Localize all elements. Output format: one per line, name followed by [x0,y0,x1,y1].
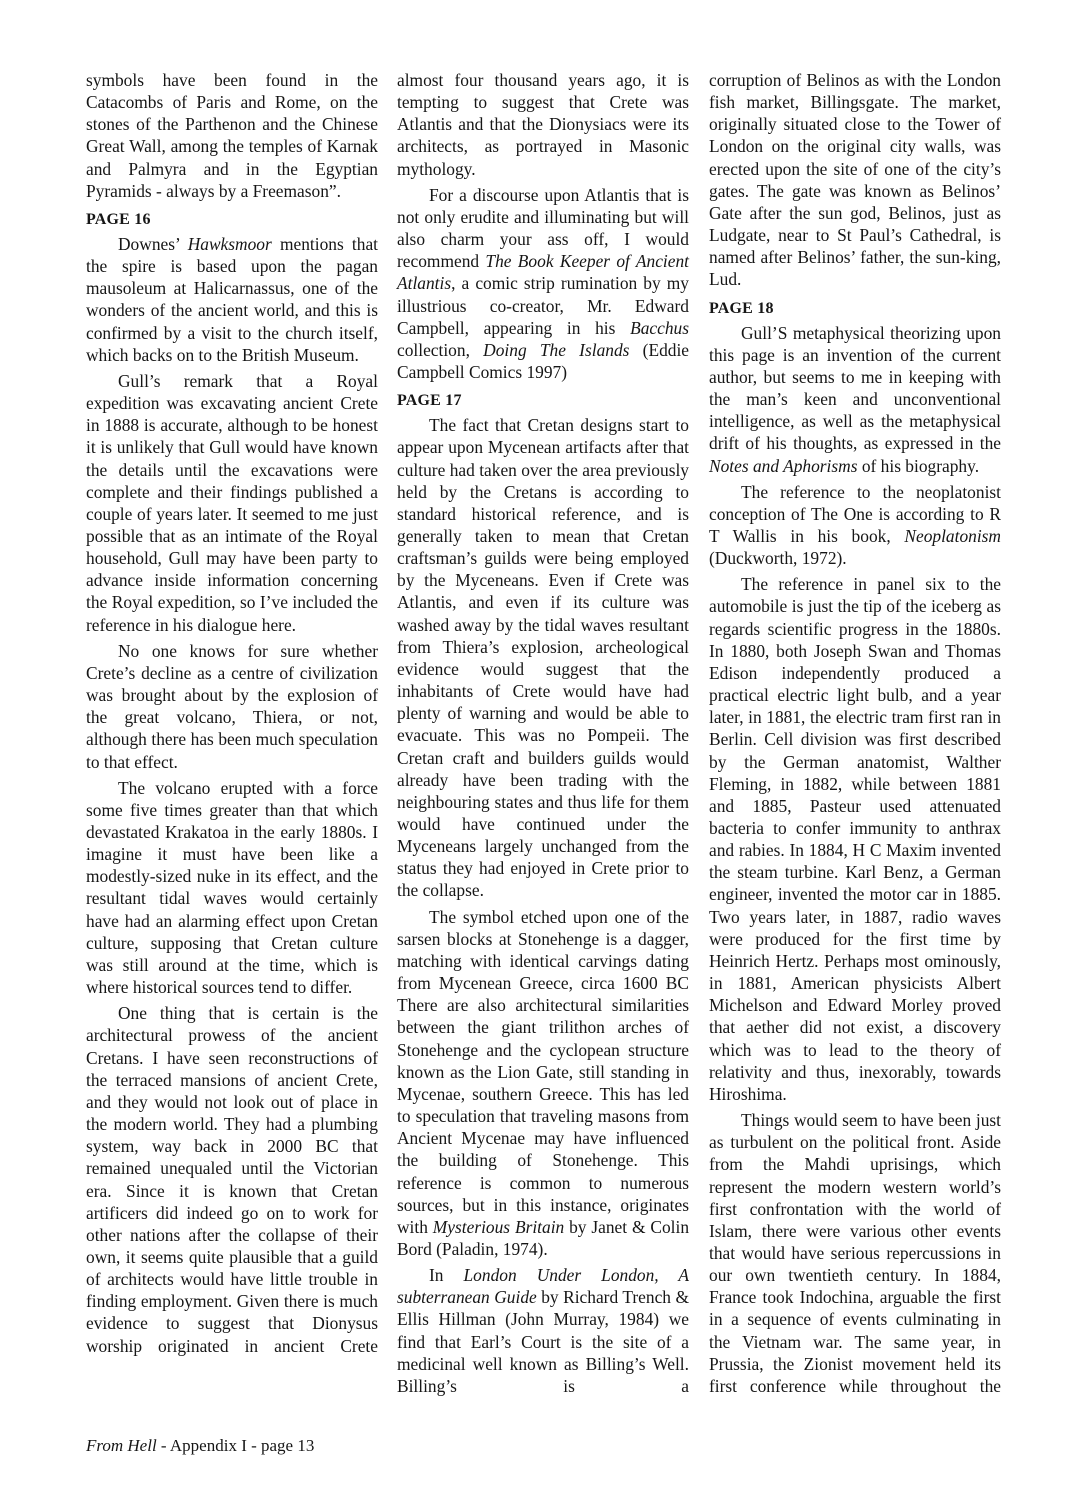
section-heading-page-18: PAGE 18 [709,299,774,317]
text-run: (Duckworth, 1972). [709,548,847,569]
paragraph [397,1264,689,1397]
book-title: Notes and Aphorisms [709,455,858,476]
paragraph: almost four thousand years ago, it is tempting to suggest that Crete was Atlantis and that the Dionysiacs were its architects, as portrayed in Masonic mythology. [397,70,689,179]
paragraph: No one knows for sure whether Crete’s decline as a centre of civilization was brought about by the explosion of the great volcano, Thiera, or not, although there has been much speculation to that effect. [86,640,378,772]
paragraph: Things would seem to have been just as turbulent on the political front. Aside from the Mahdi uprisings, which represent the modern western world’s first confrontation with the world of Islam, there were various other events that would have serious repercussions in our own twentieth century. In 1884, France took Indochina, arguable the first in a sequence of events culminating in the Vietnam war. The same year, in Prussia, the Zionist movement held its first conference while throughout the [709,1110,1001,1396]
text-run: by Richard Trench & Ellis Hillman (John Murray, 1984) we find that Earl’s Court is the site of a medicinal well known as Billing’s Well. Billing’s is a [397,1287,690,1396]
section-heading-page-17: PAGE 17 [397,392,462,410]
text-run: Downes’ [118,233,188,254]
footer-title: From Hell [86,1436,157,1455]
text-column-middle [397,69,689,1397]
text-column-right [709,69,1001,1397]
paragraph: The fact that Cretan designs start to appear upon Mycenean artifacts after that culture had taken over the area previously held by the Cretans is according to standard historical reference, and is generally taken to mean that Cretan craftsman’s guilds were being employed by the Myceneans. Even if Crete was Atlantis, and even if its culture was washed away by the tidal waves resultant from Thiera’s explosion, archeological evidence would suggest that the inhabitants of Crete would have had plenty of warning and would be able to evacuate. This was no Pompeii. The Cretan craft and builders guilds would already have been trading with the neighbouring states and thus life for them would have continued under the Myceneans largely unchanged from the status they had enjoyed in Crete prior to the collapse. [397,415,689,901]
text-run: (Eddie Campbell Comics 1997) [397,339,690,383]
page-footer [86,1436,314,1456]
paragraph: symbols have been found in the Catacombs of Paris and Rome, on the stones of the Parthenon and the Chinese Great Wall, among the temples of Karnak and Palmyra and in the Egyptian Pyramids - always by a Freemason”. [86,70,378,201]
text-run: The reference to the neoplatonist conception of The One is according to R T Wallis in his book, [709,481,1001,546]
footer-page-label: - Appendix I - page 13 [156,1436,315,1455]
book-title: London Under London, A subterranean Guide [397,1265,689,1308]
text-column-left [86,69,378,1357]
paragraph [86,233,378,366]
paragraph [709,481,1001,570]
text-run: collection, [397,339,484,360]
text-run: mentions that the spire is based upon the pagan mausoleum at Halicarnassus, one of the wonders of the ancient world, and this is confirmed by a visit to the church itself, which backs on to the British Museum. [86,233,378,365]
book-title: Bacchus [630,317,689,338]
paragraph: Gull’s remark that a Royal expedition was excavating ancient Crete in 1888 is accurate, although to be honest it is unlikely that Gull would have known the details until the excavations were complete and their findings published a couple of years later. It seemed to me just possible that as an intimate of the Royal household, Gull may have been party to advance inside information concerning the Royal expedition, so I’ve included the reference in his dialogue here. [86,370,378,635]
text-run: , a comic strip rumination by my illustrious co-creator, Mr. Edward Campbell, appearing in his [397,273,689,338]
book-title: Hawksmoor [187,233,272,254]
paragraph [397,906,689,1261]
text-run: For a discourse upon Atlantis that is not only erudite and illuminating but will also charm your ass off, I would recommend [397,184,689,272]
paragraph: One thing that is certain is the architectural prowess of the ancient Cretans. I have seen reconstructions of the terraced mansions of ancient Crete, and they would not look out of place in the modern world. They had a plumbing system, way back in 2000 BC that remained unequaled until the Victorian era. Since it is known that Cretan artificers did indeed go on to work for other nations after the collapse of their own, it seems quite plausible that a guild of architects would have little trouble in finding employment. Given there is much evidence to suggest that Dionysus worship originated in ancient Crete [86,1003,378,1356]
text-run: In [429,1265,464,1286]
text-run: Gull’S metaphysical theorizing upon this page is an invention of the current author, but seems to me in keeping with the man’s keen and unconventional intelligence, as well as the metaphysical drift of his thoughts, as expressed in the [709,322,1001,454]
paragraph [397,184,689,383]
text-run: of his biography. [857,455,980,476]
paragraph: corruption of Belinos as with the London fish market, Billingsgate. The market, originally situated close to the Tower of London on the original city walls, was erected upon the site of one of the city’s gates. The gate was known as Belinos’ Gate after the sun god, Belinos, just as Ludgate, near to St Paul’s Cathedral, is named after Belinos’ father, the sun-king, Lud. [709,70,1001,290]
text-run: The symbol etched upon one of the sarsen blocks at Stonehenge is a dagger, matching with identical carvings dating from Mycenean Greece, circa 1600 BC There are also architectural similarities between the giant trilithon arches of Stonehenge and the cyclopean structure known as the Lion Gate, still standing in Mycenae, southern Greece. This has led to speculation that traveling masons from Ancient Mycenae may have influenced the building of Stonehenge. This reference is common to numerous sources, but in this instance, originates with [397,906,689,1237]
section-heading-page-16: PAGE 16 [86,210,151,228]
book-title: Doing The Islands [483,339,630,360]
book-title: Neoplatonism [904,525,1001,546]
text-run: by Janet & Colin Bord (Paladin, 1974). [397,1216,690,1259]
book-title: The Book Keeper of Ancient Atlantis [397,251,689,294]
paragraph [709,322,1001,477]
paragraph: The reference in panel six to the automobile is just the tip of the iceberg as regards scientific progress in the 1880s. In 1880, both Joseph Swan and Thomas Edison independently produced a practical electric light bulb, and a year later, in 1881, the electric tram first ran in Berlin. Cell division was first described by the German anatomist, Walther Fleming, in 1882, while between 1881 and 1885, Pasteur used attenuated bacteria to confer immunity to anthrax and rabies. In 1884, H C Maxim invented the steam turbine. Karl Benz, a German engineer, invented the motor car in 1885. Two years later, in 1887, radio waves were produced for the first time by Heinrich Hertz. Perhaps most ominously, in 1881, American physicists Albert Michelson and Edward Morley proved that aether did not exist, a discovery which was to lead to the theory of relativity and thus, inexorably, towards Hiroshima. [709,574,1001,1104]
book-title: Mysterious Britain [432,1216,565,1237]
paragraph: The volcano erupted with a force some five times greater than that which devastated Krakatoa in the early 1880s. I imagine it must have been like a modestly-sized nuke in its effect, and the resultant tidal waves would certainly have had an alarming effect upon Cretan culture, supposing that Cretan culture was still around at the time, which is where historical sources tend to differ. [86,777,378,998]
